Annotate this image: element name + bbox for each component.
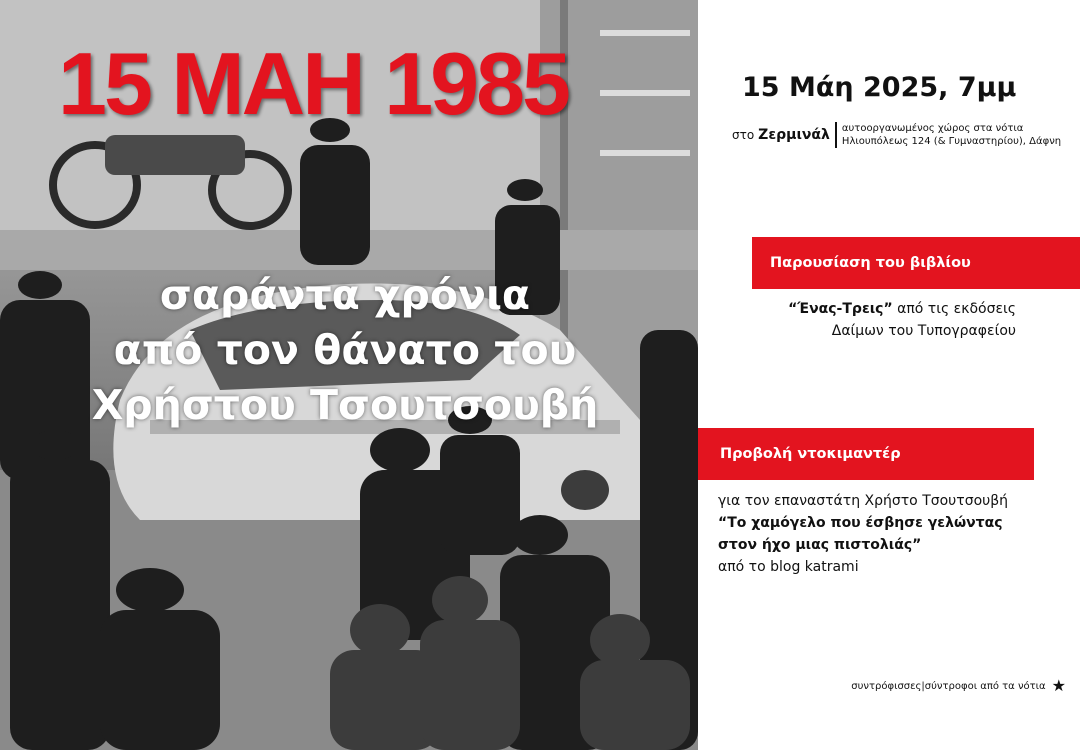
documentary-title-line-2: στον ήχο μιας πιστολιάς” bbox=[718, 537, 922, 553]
venue-block bbox=[732, 122, 1061, 148]
event-date: 15 Μάη 2025, 7μμ bbox=[742, 72, 1017, 103]
documentary-details bbox=[718, 490, 1048, 578]
book-publisher: Δαίμων του Τυπογραφείου bbox=[831, 323, 1016, 339]
subtitle-line-2: από τον θάνατο του bbox=[113, 326, 577, 374]
poster-subtitle bbox=[60, 268, 630, 433]
signature bbox=[851, 678, 1066, 694]
venue-prefix: στο bbox=[732, 128, 755, 142]
documentary-subject: για τον επαναστάτη Χρήστο Τσουτσουβή bbox=[718, 493, 1009, 509]
event-info-panel bbox=[698, 0, 1080, 750]
book-title: “Ένας-Τρεις” bbox=[788, 301, 893, 317]
subtitle-line-1: σαράντα χρόνια bbox=[159, 271, 531, 319]
book-details bbox=[698, 298, 1016, 342]
poster-title: 15 ΜΑΗ 1985 bbox=[58, 34, 568, 133]
documentary-banner: Προβολή ντοκιμαντέρ bbox=[698, 428, 1034, 480]
signature-text: συντρόφισσες|σύντροφοι από τα νότια bbox=[851, 680, 1046, 692]
documentary-source: από το blog katrami bbox=[718, 559, 859, 575]
star-icon: ★ bbox=[1051, 676, 1066, 695]
subtitle-line-3: Χρήστου Τσουτσουβή bbox=[91, 381, 599, 429]
documentary-title-line-1: “Το χαμόγελο που έσβησε γελώντας bbox=[718, 515, 1003, 531]
venue-description: αυτοοργανωμένος χώρος στα νότια bbox=[841, 123, 1024, 134]
book-banner: Παρουσίαση του βιβλίου bbox=[752, 237, 1080, 289]
venue-address: Ηλιουπόλεως 124 (& Γυμναστηρίου), Δάφνη bbox=[841, 136, 1062, 147]
venue-details bbox=[842, 122, 1061, 148]
book-line1-rest: από τις εκδόσεις bbox=[892, 301, 1016, 317]
venue-name: Ζερμινάλ bbox=[758, 127, 830, 143]
venue-divider bbox=[835, 122, 837, 148]
